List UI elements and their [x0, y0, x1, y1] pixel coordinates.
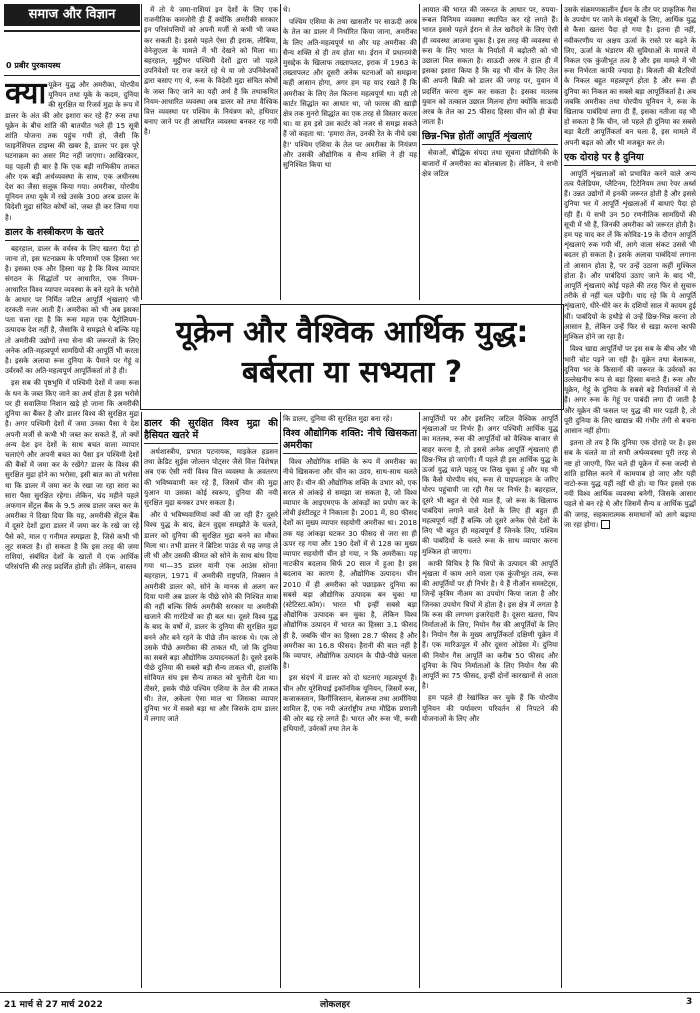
column-4-upper — [422, 5, 558, 300]
dropcap: क्या — [5, 80, 47, 111]
column-5 — [564, 5, 696, 985]
divider — [4, 75, 140, 76]
column-rule — [141, 4, 142, 300]
column-2-lower — [144, 414, 278, 986]
column-rule — [280, 4, 281, 300]
paragraph: हम पहले ही रेखांकित कर चुके हैं कि योरपीय यूनियन की पर्यावरण परिवर्तन से निपटने की योजनाओं के लिए और — [422, 693, 558, 723]
subheading: एक दोराहे पर है दुनिया — [564, 152, 696, 166]
column-2-upper — [144, 5, 278, 300]
column-rule — [419, 412, 420, 988]
column-rule — [280, 412, 281, 988]
paragraph: विश्व औद्योगिक शक्ति के रूप में अमरीका का नीचे खिसकना और चीन का उदय, साथ-साथ चलते आए हैं। चीन की औद्योगिक शक्ति के उभार को, एक सरल से आंकड़े से समझा जा सकता है, जो विश्व व्यापार के आइएमएफ के आंकड़ों का प्रयोग कर के लोवी इंस्टीट्यूट ने निकाला है। 2001 में, 80 फीसद देशों का मुख्य व्यापार सहयोगी अमरीका था। 2018 तक यह आंकड़ा घटकर 30 फीसद से जरा सा ही ऊपर रह गया और 190 देशों में से 128 का मुख्य व्यापार सहयोगी चीन हो गया, न कि अमरीका। यह नाटकीय बदलाव सिर्फ 20 साल में हुआ है! इस बदलाव का कारण है, औद्योगिक उत्पादन। चीन 2010 में ही अमरीका को पछाड़कर दुनिया का सबसे बड़ा औद्योगिक उत्पादक बन चुका था (स्टेटिस्टा.कॉम)। भारत भी इन्हीं सबसे बड़ा औद्योगिक उत्पादक बन चुका है, लेकिन विश्व औद्योगिक उत्पादन में भारत का हिस्सा 3.1 फीसद ही है, जबकि चीन का हिस्सा 28.7 फीसद है और अमरीका का 16.8 फीसद। हैरानी की बात नहीं है कि व्यापार, औद्योगिक उत्पादन के पीछे-पीछे चलता है। — [283, 457, 417, 671]
column-3-lower — [283, 414, 417, 986]
paragraph: काफी विचित्र है कि चिपों के उत्पादन की आपूर्ति शृंखला में काम आने वाला एक कुंजीभूत तत्व, रूस की आपूर्तियों पर ही निर्भर है। ये हैं नीऑन समस्टेट्स, जिन्हें कृत्रिम नीअम का उपयोग किया जाता है और जिनका उपयोग चिपों में होता है। इस क्षेत्र में लगता है कि रूस की लगभग इजारेदारी है। दूसरा खतरा, चिप निर्माताओं के लिए, नियोन गैस की आपूर्तियों के लिए है। नियोन गैस के मुख्य आपूर्तिकर्ता दक्षिणी यूक्रेन में हैं। एक मारिऊपूल में और दूसरा ओडेसा में। दुनिया की नियोन गैस आपूर्ति का करीब 50 फीसद और दुनिया के चिप निर्माताओं के लिए नियोन गैस की आपूर्ति का 75 फीसद, इन्हीं दोनों कारखानों से आता है। — [422, 558, 558, 691]
headline — [141, 313, 563, 393]
paragraph: और ये भविष्यवाणियां क्यों की जा रही हैं? दूसरे विश्व युद्ध के बाद, ब्रेटन वुड्स समझौते के चलते, डालर को दुनिया की सुरक्षित मुद्रा बनने का मौका मिला था। तभी डालर ने ब्रिटिश पाउंड से यह जगह ले ली थी और उसकी कीमत को सोने के साथ बांध दिया गया था—35 डालर यानी एक आउंस सोना! बहरहाल, 1971 में अमरीकी राष्ट्रपति, निक्सन ने अमरीकी डालर को, सोने के मानक से अलग कर दिया यानी अब डालर के पीछे सोने की निश्चित मात्रा की नहीं बल्कि सिर्फ अमरीकी सरकार या अमरीकी खजाने की गारंटियों का ही बल था। दूसरे विश्व युद्ध के बाद के वर्षों में, डालर के दुनिया की सुरक्षित मुद्रा बनने और बने रहने के पीछे तीन कारक थे। एक तो उसके पीछे अमरीका की ताकत थी, जो कि दुनिया का सबसे बड़ा औद्योगिक उत्पादनकर्ता है। दूसरे इसके पीछे दुनिया की सबसे बड़ी सैन्य ताकत थी, हालांकि सोवियत संघ इस सैन्य ताकत को चुनौती देता था। तीसरे, इसके पीछे पश्चिम एशिया के तेल की ताकत थी। तेल, अकेला ऐसा माल था जिसका व्यापार दुनिया भर में सबसे बड़ा था और जिसके दाम डालर में लगाए जाते — [144, 510, 278, 724]
paragraph: थे। — [283, 5, 291, 14]
headline-box — [140, 304, 564, 410]
column-4-lower — [422, 414, 558, 986]
paragraph: अर्थशास्त्रीय, प्रभात पटनायक, माइकेल हडसन तथा क्रेडिट सुईस जोल्तन पोट्सर जैसे वित्त विशेषज्ञ अब एक ऐसी नयी विश्व वित्त व्यवस्था के अवतरण की भविष्यवाणी कर रहे हैं, जिसमें चीन की मुद्रा युआन या उसका कोई स्वरूप, दुनिया की नयी सुरक्षित मुद्रा बनकर उभर सकता है। — [144, 447, 278, 508]
paragraph: इस संदर्भ में डालर को दो घटनाएं महत्वपूर्ण हैं। चीन और यूरेशियाई इकॉनमिक यूनियन, जिसमें रूस, कजाकस्तान, किर्गीजिस्तान, बेलारूस तथा आर्मीनिया शामिल हैं, एक नयी अंतर्राष्ट्रीय तथा मौद्रिक प्रणाली की ओर बढ़ रहे लगते हैं। भारत और रूस भी, रूसी हथियारों, उर्वरकों तथा तेल के — [283, 673, 417, 734]
end-mark-icon — [601, 520, 610, 529]
paragraph: यूक्रेन युद्ध और अमरीका, योरपीय यूनियन तथा यूके के कदम, दुनिया की सुरक्षित या रिजर्व मुद्रा के रूप में डालर के अंत की ओर इशारा कर रहे हैं? रूस तथा यूक्रेन के बीच शांति की बातचीत भले ही 15 सूत्री शांति योजना तक पहुंच गयी हो, जैसी कि फाइनेंशियल टाइम्स की खबर है, डालर पर इस पूरे घटनाक्रम का असर मिट नहीं जाएगा। आखिरकार, यह पहली ही बार है कि एक बड़ी नाभिकीय ताकत और एक बड़ी अर्थव्यवस्था के साथ, एक अधीनस्थ देश का जैसा सलूक किया गया। अमरीका, योरपीय यूनियन तथा यूके में रखे उसके 300 अरब डालर के विदेशी मुद्रा संचित कोषों को, जब्त ही कर लिया गया है। — [5, 80, 139, 222]
column-rule — [561, 4, 562, 988]
paragraph: आयात की भारत की जरूरत के आधार पर, रुपया-रूबल विनिमय व्यवस्था स्थापित कर रहे लगते हैं। भारत इससे पहले ईरान से तेल खरीदने के लिए ऐसी ही व्यवस्था आजमा चुका है। इस तरह की व्यवस्था से रूस के लिए भारत के निर्यातों में बढ़ोतरी को भी उछाला मिल सकता है। साऊदी अरब ने हाल ही में इसका इशारा किया है कि वह भी चीन के लिए तेल की अपनी बिक्री को डालर की जगह पर, युवान में प्रदर्शित करना शुरू कर सकता है। इसका मतलब युवान को तत्काल उछाल मिलना होगा क्योंकि साऊदी अरब के तेल का 25 फीसद हिस्सा चीन को ही बेचा जाता है। — [422, 5, 558, 127]
paragraph: इस सब की पृष्ठभूमि में पश्चिमी देशों में जमा रूस के धन के जब्त किए जाने का अर्थ होता है इस भरोसे पर ही सवालिया निशान खड़े हो जाना कि अमरीकी दुनिया का बैंकर है और डालर विश्व की सुरक्षित मुद्रा है। अगर पश्चिमी देशों में जमा उनका पैसा ये देश अपनी मर्जी से कभी भी जब्त कर सकते हैं, तो क्यों अन्य देश इन देशों के साथ बचत वाला व्यापार चलाएंगे और अपनी बचत का पैसा इन पश्चिमी देशों की बैंकों में जमा कर के रखेंगे? डालर के विश्व की सुरक्षित मुद्रा होने का भरोसा, इसी बात का तो भरोसा था कि डालर में जमा कर के रखा जा रहा सारा का सारा पैसा सुरक्षित रहेगा। लेकिन, चंद महीने पहले अफगान सेंट्रल बैंक के 9.5 अरब डालर जब्त कर के अमरीका ने दिखा दिया कि यह, अमरीकी सेंट्रल बैंक में दूसरे देशों द्वारा डालर में जमा कर के रखे जा रहे पैसे को, माल ए गनीमत समझता है, जिसे कभी भी लूट सकता है। हो सकता है कि इस तरह की जमा राशियां, संबंधित देशों के खातों में एक आर्थिक परिसंपत्ति की तरह प्रदर्शित होती हों। लेकिन, वास्तव — [5, 378, 139, 572]
subheading: विश्व औद्योगिक शक्ति: नीचे खिसकता अमरीका — [283, 428, 417, 454]
paragraph: विश्व खाद्य आपूर्तियों पर इस सब के बीच और भी भारी चोट पड़ने जा रही है। यूक्रेन तथा बेलारूस, दुनिया भर के किसानों की जरूरत के उर्वरकों का उल्लेखनीय रूप से बड़ा हिस्सा बनाते हैं। रूस और यूक्रेन, गेहूं के दुनिया के सबसे बड़े निर्यातकों में से हैं। अगर रूस के गेहूं पर पाबंदी लगा दी जाती है और यूक्रेन की फसल पर युद्ध की मार पड़ती है, तो पूरी दुनिया के लिए खाद्यान्न की गंभीर तंगी से बचना आसान नहीं होगा। — [564, 344, 696, 435]
column-rule — [141, 412, 142, 988]
paragraph: सेवाओं, बौद्धिक संपदा तथा सूचना प्रौद्योगिकी के बाजारों में अमरीका का बोलबाला है। लेकिन, ये सभी क्षेत्र जटिल — [422, 148, 558, 178]
page-number: 3 — [686, 997, 693, 1007]
issue-date: 21 मार्च से 27 मार्च 2022 — [4, 1000, 103, 1010]
subheading: डालर के शस्त्रीकरण के खतरे — [5, 227, 139, 241]
publication-name: लोकलहर — [320, 1000, 350, 1010]
divider — [4, 30, 140, 32]
column-3-upper — [283, 5, 417, 300]
paragraph: आपूर्तियों पर और इसलिए जटिल वैश्विक आपूर्ति शृंखलाओं पर निर्भर हैं। अगर पश्चिमी आर्थिक युद्ध का मतलब, रूस की आपूर्तियों को वैश्विक बाजार से बाहर करना है, तो इससे अनेक आपूर्ति शृंखलाएं ही छिन्न-भिन्न हो जाएंगी। मैं पहले ही इस आर्थिक युद्ध के ऊर्जा युद्ध वाले पहलू पर लिख चुका हूं और यह भी कि कैसे योरपीय संघ, रूस से पाइपलाइन के जरिए योरप पहुंचायी जा रही गैस पर निर्भर है। बहरहाल, दूसरे भी बहुत से ऐसे माल हैं, जो रूस के खिलाफ पाबंदियां लगाने वाले देशों के लिए ही बहुत ही महत्वपूर्ण नहीं हैं बल्कि जो दूसरे अनेक ऐसे देशों के लिए भी बहुत ही महत्वपूर्ण हैं जिनके लिए, पश्चिम की पाबंदियों के चलते रूस के साथ व्यापार करना मुश्किल हो जाएगा। — [422, 414, 558, 556]
column-1 — [5, 80, 139, 985]
headline-line-2: बर्बरता या सभ्यता ? — [241, 355, 463, 390]
paragraph: में तो ये जमा-राशियां इन देशों के लिए एक राजनीतिक कमजोरी ही हैं क्योंकि अमरीकी सरकार इन परिसंपत्तियों को अपनी मर्जी से कभी भी जब्त कर सकती है। इससे पहले ऐसा ही इराक, लीबिया, वेनेजुएला के मामले में भी देखने को मिला था। बहरहाल, मुट्ठीभर पश्चिमी देशों द्वारा जो पहले उपनिवेशों पर राज करते रहे थे या जो उपनिवेशकों द्वारा बसाए गए थे, रूस के विदेशी मुद्रा संचित कोषों के जब्त किए जाने का यही अर्थ है कि तथाकथित नियम-आधारित व्यवस्था अब डालर को तथा वैश्विक वित्त व्यवस्था पर पश्चिम के नियंत्रण को, हथियार बनाए जाने पर ही आधारित व्यवस्था बनकर रह गयी है। — [144, 5, 278, 137]
section-banner: समाज और विज्ञान — [4, 4, 140, 26]
byline: 0 प्रबीर पुरकायस्थ — [6, 61, 61, 70]
subheading: डालर की सुरक्षित विश्व मुद्रा की हैसियत खतरे में — [144, 418, 278, 444]
page-footer — [0, 992, 700, 1013]
paragraph: उसके संक्रमणकालीन ईंधन के तौर पर प्राकृतिक गैस के उपयोग पर जाने के मंसूबों के लिए, आर्थिक युद्ध से कैसा खतरा पैदा हो गया है। इतना ही नहीं, नवीकरणीय या अक्षय ऊर्जा के रास्ते पर बढ़ने के लिए, ऊर्जा के भंडारण की सुविधाओं के मामले में निकल एक कुंजीभूत तत्व है और इस मामले में भी रूस निर्भरता काफी ज्यादा है। बिजली की बैटरियों के निकल बहुत महत्वपूर्ण होता है और रूस ही दुनिया का निकल का सबसे बड़ा आपूर्तिकर्ता है। अब जबकि अमरीका तथा योरपीय यूनियन ने, रूस के खिलाफ पाबंदियां लगा दी हैं, इसका नतीजा यह भी हो सकता है कि चीन, जो पहले ही दुनिया का सबसे बड़ा बैटरी आपूर्तिकर्ता बन चला है, इस मामले में अपनी बढ़त को और भी मजबूत कर ले। — [564, 5, 696, 147]
paragraph: बहरहाल, डालर के वर्चस्व के लिए खतरा पैदा हो जाना तो, इस घटनाक्रम के परिणामों एक हिस्सा भर है। इसका एक और हिस्सा यह है कि विश्व व्यापार संगठन के सिद्धांतों पर आधारित, एक नियम-आधारित विश्व व्यापार व्यवस्था के बने रहने के भरोसे के आधार पर निर्मित जटिल आपूर्ति शृंखलाएं भी दरकती नजर आती हैं। अमरीका को भी अब इसका पता चला रहा है कि रूस महज एक पैट्रोलियम-उत्पादक देश नहीं है, जैसाकि वे समझते थे बल्कि यह तो अमरीकी उद्योगों तथा सेना की जरूरतों के लिए अनेक अति-महत्वपूर्ण सामग्रियों की आपूर्ति भी करता है। इसके अलावा रूस दुनिया के पैमाने पर गेहूं व उर्वरकों का अति-महत्वपूर्ण आपूर्तिकर्ता तो है ही। — [5, 243, 139, 376]
column-rule — [419, 4, 420, 300]
subheading: छिन्न-भिन्न होतीं आपूर्ति शृंखलाएं — [422, 131, 558, 145]
headline-line-1: यूक्रेन और वैश्विक आर्थिक युद्ध: — [175, 315, 529, 350]
paragraph: आपूर्ति शृंखलाओं को प्रभावित करने वाले अन्य तत्व पैलेडियम, प्लैटिनम, टिटेनियम तथा रेयर अर्थ्स हैं। उन्नत उद्योगों में इनकी जरूरत होती है और इससे दुनिया भर में आपूर्ति शृंखलाओं में बाधाएं पैदा हो रही हैं। ये सभी उन 50 रणनीतिक सामग्रियों की सूची में भी हैं, जिनकी अमरीका को जरूरत होती है। हम यह याद कर लें कि कोविड-19 के दौरान आपूर्ति शृंखलाएं रुक गयी थीं, आगे वाला संकट उससे भी बदतर हो सकता है। इसके अलावा पाबंदियां लगाना तो आसान होता है, पर उन्हें उठाना कहीं मुश्किल होता है। और पाबंदियां उठाए जाने के बाद भी, आपूर्ति शृंखलाएं कोई पहले की तरह फिर से सुचारु तरीके से नहीं चल पड़ेंगी। याद रहे कि ये आपूर्ति शृंखलाएं, धीरे-धीरे कर के दशियों साल में कायम हुई थीं। पाबंदियों के हथौड़े से उन्हें छिन्न-भिन्न करना तो आसान है, लेकिन उन्हें फिर से खड़ा करना काफी मुश्किल होने जा रहा है। — [564, 168, 696, 342]
paragraph: पश्चिम एशिया के तथा खासतौर पर साऊदी अरब के तेल का डालर में निर्धारित किया जाना, अमरीका के लिए अति-महत्वपूर्ण था और यह अमरीका की सैन्य शक्ति से ही तय होता था। ईरान में प्रधानमंत्री मुसद्देक के खिलाफ तख्तापलट, इराक में 1963 के तख्तापलट और दूसरी अनेक घटनाओं को समझना कहीं आसान होगा, अगर हम यह याद रखते हैं कि अमरीका के लिए तेल कितना महत्वपूर्ण था। यही तो कार्टर सिद्धांत का आधार था, जो फारस की खाड़ी क्षेत्र तक मुनरो सिद्धांत का एक तरह से विस्तार करता था। या हम इसे उस कार्टर को नजर से समझ सकते हैं जो कहता था: 'हमारा तेल, उनकी रेत के नीचे दबा है!' पश्चिम एशिया के तेल पर अमरीका के नियंत्रण और उसकी औद्योगिक व सैन्य शक्ति ने ही यह सुनिश्चित किया था — [283, 17, 417, 170]
paragraph: इतना तो तय है कि दुनिया एक दोराहे पर है। इस सब के चलते या तो सभी अर्थव्यवस्था पूरी तरह से नष्ट हो जाएगी, फिर चले ही यूक्रेन में रूस जल्दी से शांति हासिल करने में कामयाब हो जाए और यही नाटो-रूस युद्ध यहीं नहीं थी हो। या फिर इससे एक नयी विश्व आर्थिक व्यवस्था बनेगी, जिसके आसार पहले से बन रहे थे और जिसमें सैन्य व आर्थिक युद्धों की जगह, सहकारात्मक समाधानों को आगे बढ़ाया जा रहा होगा। — [564, 438, 696, 529]
paragraph: कि डालर, दुनिया की सुरक्षित मुद्रा बना रहे। — [283, 414, 393, 423]
